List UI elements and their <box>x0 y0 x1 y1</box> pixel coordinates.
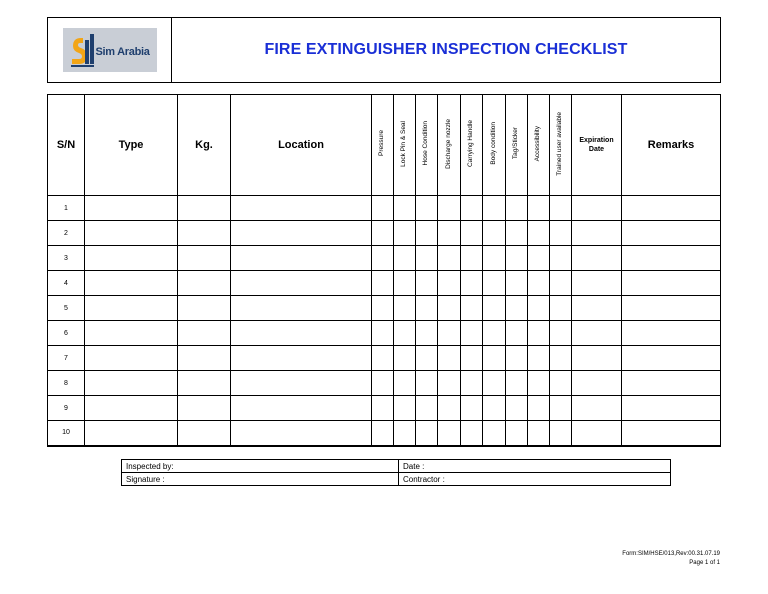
table-cell[interactable] <box>394 246 416 271</box>
table-cell[interactable] <box>506 421 528 446</box>
table-cell[interactable] <box>85 396 178 421</box>
signature-table <box>121 459 671 486</box>
table-cell[interactable] <box>483 296 506 321</box>
table-cell[interactable] <box>394 196 416 221</box>
header-discharge-nozzle: Discharge nozzle <box>438 95 461 196</box>
table-row <box>48 221 721 246</box>
table-cell[interactable] <box>550 396 572 421</box>
row-sn: 7 <box>48 346 85 371</box>
table-cell[interactable] <box>416 321 438 346</box>
form-code: Form:SIM/HSE/013,Rev:00.31.07.19 <box>622 551 720 557</box>
table-row <box>48 421 721 446</box>
table-cell[interactable] <box>483 346 506 371</box>
table-cell[interactable] <box>231 421 372 446</box>
table-cell[interactable] <box>550 296 572 321</box>
signature-row-1 <box>122 460 671 473</box>
table-cell[interactable] <box>622 346 721 371</box>
table-cell[interactable] <box>461 321 483 346</box>
header-remarks: Remarks <box>622 95 721 196</box>
table-cell[interactable] <box>85 346 178 371</box>
table-cell[interactable] <box>85 421 178 446</box>
table-cell[interactable] <box>622 271 721 296</box>
table-cell[interactable] <box>506 271 528 296</box>
table-cell[interactable] <box>622 296 721 321</box>
table-cell[interactable] <box>438 346 461 371</box>
table-cell[interactable] <box>622 371 721 396</box>
table-cell[interactable] <box>394 421 416 446</box>
header-type: Type <box>85 95 178 196</box>
inspection-table <box>47 94 721 447</box>
row-sn: 8 <box>48 371 85 396</box>
table-cell[interactable] <box>416 246 438 271</box>
table-header-row <box>48 95 721 196</box>
table-cell[interactable] <box>550 321 572 346</box>
header-trained-user: Trained user available <box>550 95 572 196</box>
table-cell[interactable] <box>622 321 721 346</box>
table-cell[interactable] <box>483 271 506 296</box>
table-cell[interactable] <box>372 196 394 221</box>
table-cell[interactable] <box>231 296 372 321</box>
table-cell[interactable] <box>550 271 572 296</box>
page-number: Page 1 of 1 <box>689 560 720 566</box>
table-cell[interactable] <box>416 421 438 446</box>
table-cell[interactable] <box>550 371 572 396</box>
table-cell[interactable] <box>85 196 178 221</box>
table-cell[interactable] <box>528 196 550 221</box>
table-cell[interactable] <box>416 271 438 296</box>
table-cell[interactable] <box>622 246 721 271</box>
table-cell[interactable] <box>622 421 721 446</box>
header-accessibility: Accessibility <box>528 95 550 196</box>
table-cell[interactable] <box>372 246 394 271</box>
header-body-condition: Body condition <box>483 95 506 196</box>
row-sn: 3 <box>48 246 85 271</box>
table-cell[interactable] <box>394 321 416 346</box>
table-row <box>48 396 721 421</box>
table-cell[interactable] <box>231 321 372 346</box>
header-expiration-date: Expiration Date <box>572 95 622 196</box>
table-cell[interactable] <box>461 396 483 421</box>
table-cell[interactable] <box>416 196 438 221</box>
table-cell[interactable] <box>461 371 483 396</box>
table-cell[interactable] <box>461 196 483 221</box>
table-cell[interactable] <box>178 421 231 446</box>
table-cell[interactable] <box>416 296 438 321</box>
table-cell[interactable] <box>438 396 461 421</box>
table-cell[interactable] <box>394 346 416 371</box>
table-cell[interactable] <box>572 271 622 296</box>
table-row <box>48 271 721 296</box>
date-field[interactable]: Date : <box>399 460 671 473</box>
row-sn: 10 <box>48 421 85 446</box>
table-cell[interactable] <box>483 221 506 246</box>
logo-cell <box>48 18 172 82</box>
table-cell[interactable] <box>438 296 461 321</box>
table-cell[interactable] <box>550 246 572 271</box>
table-cell[interactable] <box>483 321 506 346</box>
table-cell[interactable] <box>178 296 231 321</box>
table-cell[interactable] <box>231 221 372 246</box>
table-cell[interactable] <box>572 246 622 271</box>
table-row <box>48 196 721 221</box>
table-cell[interactable] <box>483 196 506 221</box>
table-cell[interactable] <box>572 321 622 346</box>
table-cell[interactable] <box>528 221 550 246</box>
table-cell[interactable] <box>85 221 178 246</box>
company-logo <box>63 28 157 72</box>
table-cell[interactable] <box>528 396 550 421</box>
table-cell[interactable] <box>461 296 483 321</box>
table-cell[interactable] <box>372 396 394 421</box>
table-cell[interactable] <box>372 296 394 321</box>
row-sn: 5 <box>48 296 85 321</box>
table-cell[interactable] <box>394 396 416 421</box>
table-cell[interactable] <box>528 246 550 271</box>
table-cell[interactable] <box>506 371 528 396</box>
table-cell[interactable] <box>550 196 572 221</box>
table-cell[interactable] <box>506 296 528 321</box>
table-cell[interactable] <box>622 196 721 221</box>
title-cell <box>172 18 720 82</box>
table-cell[interactable] <box>461 421 483 446</box>
table-cell[interactable] <box>178 271 231 296</box>
row-sn: 9 <box>48 396 85 421</box>
table-row <box>48 371 721 396</box>
table-cell[interactable] <box>438 196 461 221</box>
table-cell[interactable] <box>506 346 528 371</box>
signature-field[interactable]: Signature : <box>122 473 399 486</box>
table-cell[interactable] <box>461 346 483 371</box>
table-cell[interactable] <box>506 246 528 271</box>
table-cell[interactable] <box>372 371 394 396</box>
table-cell[interactable] <box>231 196 372 221</box>
table-cell[interactable] <box>416 371 438 396</box>
header-hose-condition: Hose Condition <box>416 95 438 196</box>
table-cell[interactable] <box>372 421 394 446</box>
table-cell[interactable] <box>85 321 178 346</box>
table-cell[interactable] <box>550 221 572 246</box>
table-cell[interactable] <box>231 371 372 396</box>
table-cell[interactable] <box>572 396 622 421</box>
table-cell[interactable] <box>483 421 506 446</box>
table-cell[interactable] <box>461 246 483 271</box>
table-cell[interactable] <box>178 246 231 271</box>
row-sn: 6 <box>48 321 85 346</box>
table-body <box>48 196 721 446</box>
table-cell[interactable] <box>572 296 622 321</box>
contractor-field[interactable]: Contractor : <box>399 473 671 486</box>
header-location: Location <box>231 95 372 196</box>
table-cell[interactable] <box>572 196 622 221</box>
table-cell[interactable] <box>528 371 550 396</box>
table-cell[interactable] <box>231 271 372 296</box>
table-cell[interactable] <box>372 346 394 371</box>
document-footer <box>622 550 720 568</box>
table-cell[interactable] <box>572 421 622 446</box>
header-pressure: Pressure <box>372 95 394 196</box>
logo-mark-icon <box>69 32 95 68</box>
table-cell[interactable] <box>483 371 506 396</box>
table-cell[interactable] <box>550 346 572 371</box>
table-cell[interactable] <box>416 221 438 246</box>
row-sn: 2 <box>48 221 85 246</box>
table-cell[interactable] <box>572 346 622 371</box>
table-cell[interactable] <box>231 396 372 421</box>
table-cell[interactable] <box>438 271 461 296</box>
header-kg: Kg. <box>178 95 231 196</box>
table-cell[interactable] <box>528 296 550 321</box>
table-cell[interactable] <box>528 271 550 296</box>
table-cell[interactable] <box>372 221 394 246</box>
table-cell[interactable] <box>178 371 231 396</box>
table-cell[interactable] <box>394 271 416 296</box>
row-sn: 1 <box>48 196 85 221</box>
table-cell[interactable] <box>622 221 721 246</box>
header-carrying-handle: Carrying Handle <box>461 95 483 196</box>
table-cell[interactable] <box>528 346 550 371</box>
table-cell[interactable] <box>372 271 394 296</box>
table-cell[interactable] <box>438 371 461 396</box>
table-cell[interactable] <box>438 321 461 346</box>
table-cell[interactable] <box>438 221 461 246</box>
table-cell[interactable] <box>372 321 394 346</box>
table-cell[interactable] <box>506 196 528 221</box>
table-cell[interactable] <box>461 221 483 246</box>
table-cell[interactable] <box>528 321 550 346</box>
table-cell[interactable] <box>438 246 461 271</box>
document-title: FIRE EXTINGUISHER INSPECTION CHECKLIST <box>264 41 628 58</box>
table-row <box>48 296 721 321</box>
table-cell[interactable] <box>483 246 506 271</box>
header-lock-pin-seal: Lock Pin & Seal <box>394 95 416 196</box>
table-cell[interactable] <box>572 371 622 396</box>
table-cell[interactable] <box>85 246 178 271</box>
header-tag-sticker: Tag/Sticker <box>506 95 528 196</box>
row-sn: 4 <box>48 271 85 296</box>
table-cell[interactable] <box>178 321 231 346</box>
table-row <box>48 246 721 271</box>
document-header <box>47 17 721 83</box>
signature-row-2 <box>122 473 671 486</box>
table-row <box>48 321 721 346</box>
table-row <box>48 346 721 371</box>
table-cell[interactable] <box>394 221 416 246</box>
table-cell[interactable] <box>506 396 528 421</box>
table-cell[interactable] <box>483 396 506 421</box>
table-cell[interactable] <box>85 371 178 396</box>
header-sn: S/N <box>48 95 85 196</box>
table-cell[interactable] <box>231 246 372 271</box>
table-cell[interactable] <box>85 271 178 296</box>
table-cell[interactable] <box>416 346 438 371</box>
table-cell[interactable] <box>622 396 721 421</box>
logo-text: Sim Arabia <box>95 46 150 58</box>
table-cell[interactable] <box>572 221 622 246</box>
table-cell[interactable] <box>394 371 416 396</box>
table-cell[interactable] <box>461 271 483 296</box>
table-cell[interactable] <box>528 421 550 446</box>
table-cell[interactable] <box>178 196 231 221</box>
table-cell[interactable] <box>231 346 372 371</box>
table-cell[interactable] <box>416 396 438 421</box>
table-cell[interactable] <box>506 221 528 246</box>
inspected-by-field[interactable]: Inspected by: <box>122 460 399 473</box>
table-cell[interactable] <box>178 221 231 246</box>
table-cell[interactable] <box>550 421 572 446</box>
table-cell[interactable] <box>438 421 461 446</box>
table-cell[interactable] <box>506 321 528 346</box>
table-cell[interactable] <box>394 296 416 321</box>
table-cell[interactable] <box>178 346 231 371</box>
table-cell[interactable] <box>85 296 178 321</box>
table-cell[interactable] <box>178 396 231 421</box>
